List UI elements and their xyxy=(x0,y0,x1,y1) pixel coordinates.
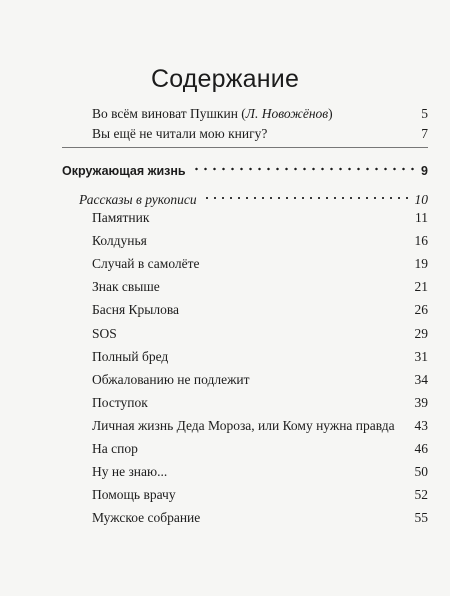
leader-dots xyxy=(153,202,411,222)
leader-dots xyxy=(271,118,417,138)
toc-entry-label: Мужское собрание xyxy=(92,510,201,526)
toc-entry[interactable] xyxy=(92,271,428,295)
leader-dots xyxy=(152,387,411,407)
toc-entry-intro-2[interactable] xyxy=(92,118,428,141)
toc-entry-label: Колдунья xyxy=(92,233,147,249)
toc-entry[interactable] xyxy=(92,456,428,480)
leader-dots xyxy=(180,479,411,499)
leader-dots xyxy=(204,502,410,522)
toc-entry-page: 26 xyxy=(414,302,428,318)
toc-section-page: 9 xyxy=(421,164,428,178)
toc-entry[interactable] xyxy=(92,502,428,526)
toc-entry[interactable] xyxy=(92,225,428,249)
toc-entry-page: 5 xyxy=(421,106,428,121)
toc-entry-label: Ну не знаю... xyxy=(92,464,168,480)
toc-entry-label: На спор xyxy=(92,441,138,456)
toc-entry[interactable] xyxy=(92,410,428,433)
toc-section-label: Окружающая жизнь xyxy=(62,164,186,178)
toc-entry-label: Поступок xyxy=(92,394,148,410)
toc-entry-page: 19 xyxy=(414,256,428,272)
toc-entry-page: 34 xyxy=(414,371,428,387)
leader-dots xyxy=(190,155,417,175)
leader-dots xyxy=(254,364,411,384)
toc-subsection-label: Рассказы в рукописи xyxy=(79,192,197,207)
toc-entry-page: 50 xyxy=(414,464,428,480)
toc-entry[interactable] xyxy=(92,294,428,318)
leader-dots xyxy=(183,294,410,314)
toc-entry-intro-1[interactable] xyxy=(92,98,428,121)
toc-entry[interactable] xyxy=(92,479,428,503)
toc-subsection-page: 10 xyxy=(414,192,428,207)
toc-entry-page: 43 xyxy=(414,417,428,433)
toc-entry-label: Личная жизнь Деда Мороза, или Кому нужна правда xyxy=(92,417,395,433)
toc-entry[interactable] xyxy=(92,341,428,364)
toc-entry-page: 52 xyxy=(414,487,428,503)
toc-entry[interactable] xyxy=(92,202,428,225)
divider xyxy=(62,147,428,148)
toc-entry-label: Случай в самолёте xyxy=(92,256,200,272)
leader-dots xyxy=(337,98,418,118)
toc-entry-label: Во всём виноват Пушкин (Л. Новожёнов) xyxy=(92,106,333,121)
toc-entry[interactable] xyxy=(92,433,428,456)
leader-dots xyxy=(171,456,410,476)
toc-entry-page: 11 xyxy=(415,210,428,225)
leader-dots xyxy=(201,184,411,204)
toc-entry[interactable] xyxy=(92,387,428,410)
toc-entry-label: Помощь врачу xyxy=(92,487,176,503)
leader-dots xyxy=(121,318,411,338)
toc-entry-label: Обжалованию не подлежит xyxy=(92,371,250,387)
toc-entry[interactable] xyxy=(92,248,428,272)
toc-entry-label: Басня Крылова xyxy=(92,302,180,318)
toc-section[interactable] xyxy=(62,155,428,178)
leader-dots xyxy=(204,248,411,268)
toc-entry-page: 7 xyxy=(421,126,428,141)
toc-entry-page: 16 xyxy=(414,233,428,249)
toc-entry-page: 29 xyxy=(414,325,428,341)
page-title: Содержание xyxy=(150,65,300,93)
toc-subsection[interactable] xyxy=(79,184,428,207)
toc-entry-label: SOS xyxy=(92,325,117,341)
toc-entry-page: 46 xyxy=(414,441,428,456)
toc-entry-person: Л. Новожёнов xyxy=(245,106,329,121)
toc-entry[interactable] xyxy=(92,318,428,341)
leader-dots xyxy=(164,271,411,291)
leader-dots xyxy=(142,433,411,453)
toc-entry-label: Вы ещё не читали мою книгу? xyxy=(92,126,268,141)
toc-entry-label: Памятник xyxy=(92,210,150,225)
toc-entry-page: 39 xyxy=(414,394,428,410)
toc-entry-label: Знак свыше xyxy=(92,279,160,295)
toc-entry-page: 55 xyxy=(414,510,428,526)
toc-entry-page: 21 xyxy=(414,279,428,295)
toc-entry[interactable] xyxy=(92,364,428,387)
toc-entry-page: 31 xyxy=(414,348,428,364)
leader-dots xyxy=(172,341,410,361)
leader-dots xyxy=(151,225,411,245)
leader-dots xyxy=(399,410,411,430)
toc-entry-label: Полный бред xyxy=(92,348,169,364)
